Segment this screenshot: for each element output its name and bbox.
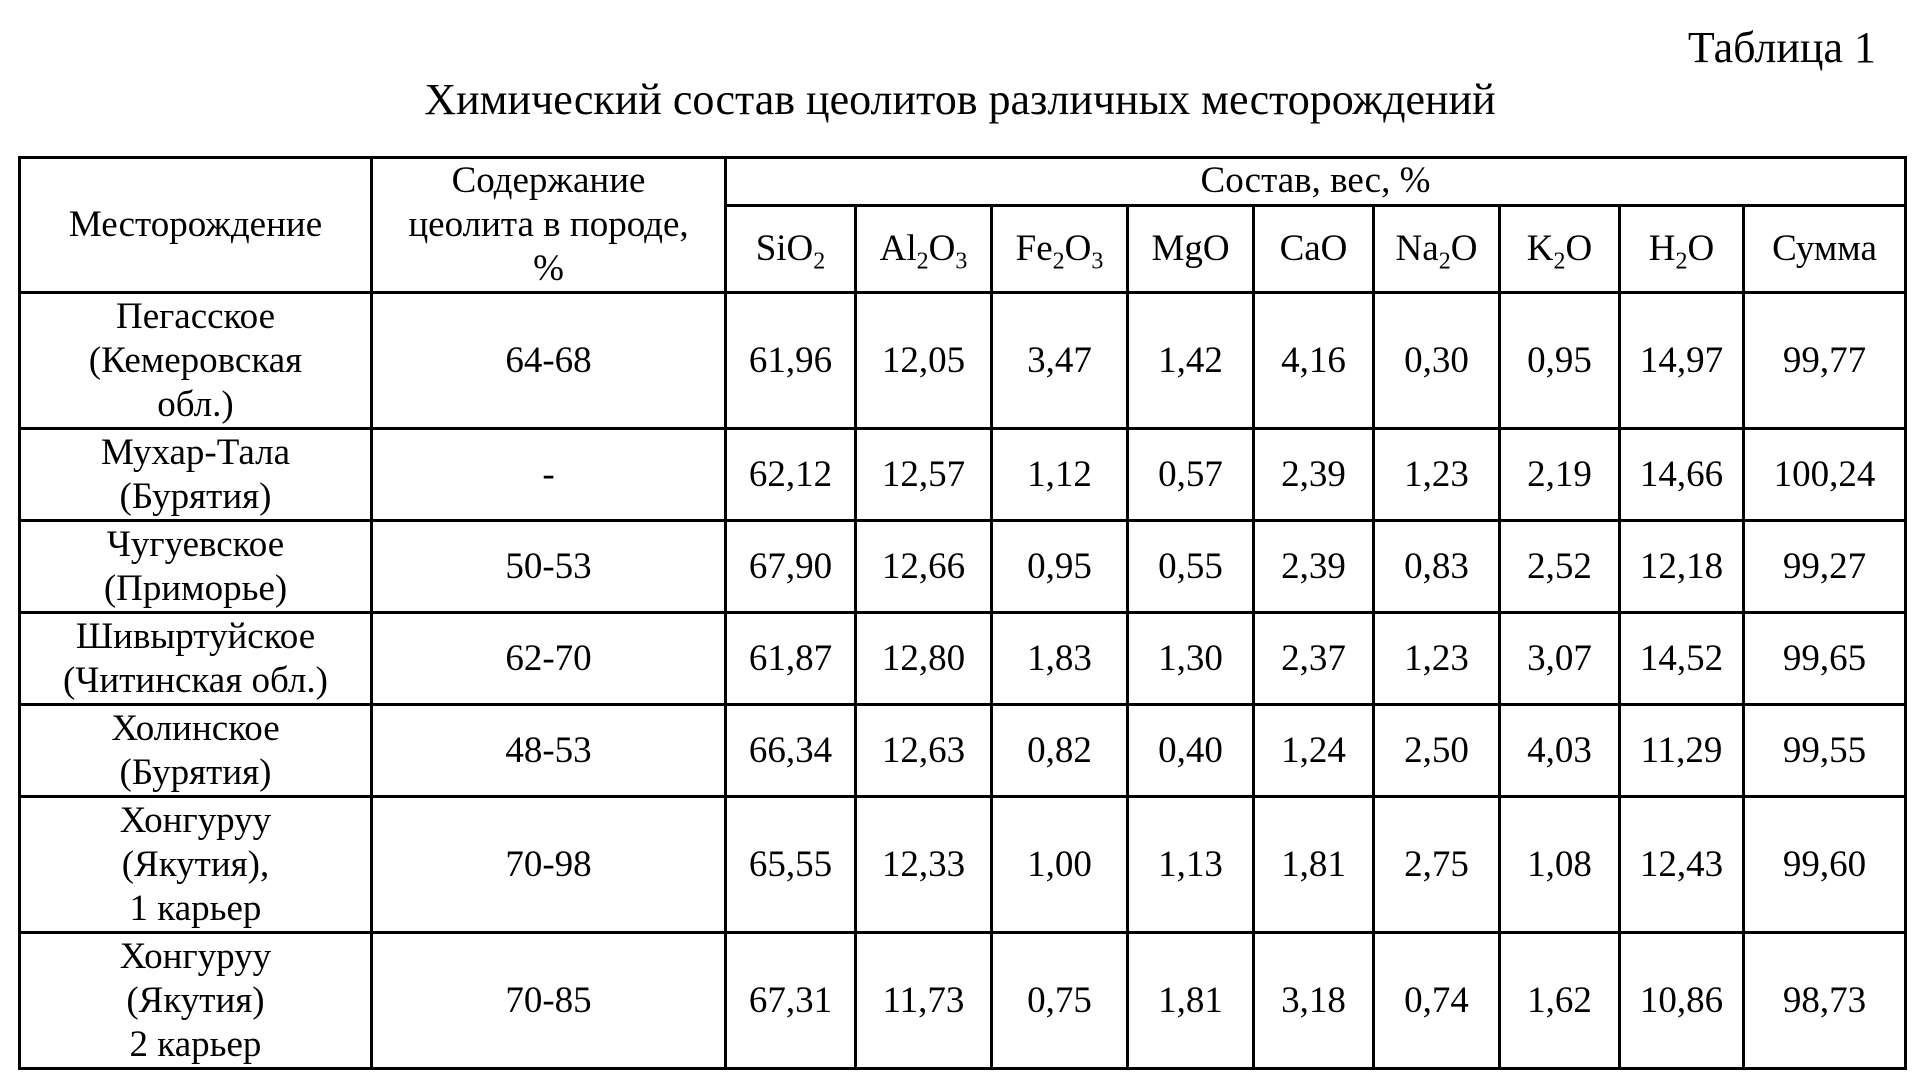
value-cell: 99,60 xyxy=(1744,797,1906,933)
value-cell: 99,55 xyxy=(1744,705,1906,797)
header-component xyxy=(1620,205,1744,292)
composition-table xyxy=(18,156,1907,1070)
value-cell: 0,95 xyxy=(1500,293,1620,429)
value-cell: 0,57 xyxy=(1128,429,1254,521)
value-cell: 14,97 xyxy=(1620,293,1744,429)
value-cell: 1,62 xyxy=(1500,933,1620,1069)
formula-tail: O xyxy=(1450,227,1478,269)
formula-subscript: 2 xyxy=(813,248,826,275)
value-cell: 1,23 xyxy=(1374,613,1500,705)
value-cell: 1,24 xyxy=(1254,705,1374,797)
value-cell: 12,80 xyxy=(856,613,992,705)
zeolite-content-cell: 70-98 xyxy=(372,797,726,933)
zeolite-content-cell: - xyxy=(372,429,726,521)
table-row xyxy=(20,705,1906,797)
value-cell: 65,55 xyxy=(726,797,856,933)
deposit-cell xyxy=(20,797,372,933)
value-cell: 0,75 xyxy=(992,933,1128,1069)
value-cell: 1,23 xyxy=(1374,429,1500,521)
value-cell: 0,55 xyxy=(1128,521,1254,613)
table-number: Таблица 1 xyxy=(1687,23,1876,72)
value-cell: 3,18 xyxy=(1254,933,1374,1069)
value-cell: 99,65 xyxy=(1744,613,1906,705)
formula-subscript: 3 xyxy=(1091,248,1104,275)
deposit-line: Пегасское xyxy=(115,295,276,337)
deposit-line: (Кемеровская xyxy=(88,339,303,381)
value-cell: 1,83 xyxy=(992,613,1128,705)
value-cell: 12,57 xyxy=(856,429,992,521)
value-cell: 66,34 xyxy=(726,705,856,797)
header-component xyxy=(726,205,856,292)
formula-base: SiO xyxy=(755,227,814,269)
zeolite-content-cell: 50-53 xyxy=(372,521,726,613)
formula-base: Na xyxy=(1395,227,1439,269)
deposit-line: 2 карьер xyxy=(129,1023,262,1065)
value-cell: 3,07 xyxy=(1500,613,1620,705)
value-cell: 67,90 xyxy=(726,521,856,613)
table-row xyxy=(20,293,1906,429)
value-cell: 4,03 xyxy=(1500,705,1620,797)
table-row xyxy=(20,429,1906,521)
table-title: Химический состав цеолитов различных месторождений xyxy=(424,75,1496,124)
deposit-line: (Приморье) xyxy=(103,567,288,609)
formula-tail: O xyxy=(1687,227,1715,269)
value-cell: 61,87 xyxy=(726,613,856,705)
header-composition-group: Состав, вес, % xyxy=(726,158,1906,206)
formula-subscript: 2 xyxy=(1438,248,1451,275)
header-zeolite-content xyxy=(372,158,726,293)
formula-base: MgO xyxy=(1151,227,1230,269)
value-cell: 1,00 xyxy=(992,797,1128,933)
formula-subscript: 2 xyxy=(1553,248,1566,275)
value-cell: 2,37 xyxy=(1254,613,1374,705)
table-row xyxy=(20,797,1906,933)
value-cell: 12,43 xyxy=(1620,797,1744,933)
value-cell: 98,73 xyxy=(1744,933,1906,1069)
deposit-cell xyxy=(20,293,372,429)
value-cell: 1,12 xyxy=(992,429,1128,521)
value-cell: 12,18 xyxy=(1620,521,1744,613)
value-cell: 0,95 xyxy=(992,521,1128,613)
zeolite-content-cell: 64-68 xyxy=(372,293,726,429)
zeolite-content-cell: 70-85 xyxy=(372,933,726,1069)
formula-tail: O xyxy=(1565,227,1593,269)
value-cell: 0,74 xyxy=(1374,933,1500,1069)
header-component xyxy=(1374,205,1500,292)
value-cell: 1,30 xyxy=(1128,613,1254,705)
deposit-line: 1 карьер xyxy=(129,887,262,929)
header-component xyxy=(992,205,1128,292)
value-cell: 2,39 xyxy=(1254,521,1374,613)
deposit-line: обл.) xyxy=(157,383,234,425)
value-cell: 12,05 xyxy=(856,293,992,429)
deposit-line: Шивыртуйское xyxy=(75,615,316,657)
table-row xyxy=(20,521,1906,613)
formula-subscript: 2 xyxy=(916,248,929,275)
formula-base: CaO xyxy=(1279,227,1348,269)
value-cell: 0,83 xyxy=(1374,521,1500,613)
formula-tail: O xyxy=(1064,227,1092,269)
value-cell: 12,33 xyxy=(856,797,992,933)
value-cell: 1,42 xyxy=(1128,293,1254,429)
value-cell: 4,16 xyxy=(1254,293,1374,429)
formula-base: Fe xyxy=(1015,227,1053,269)
header-component xyxy=(1254,205,1374,292)
header-component xyxy=(856,205,992,292)
header-row-1 xyxy=(20,158,1906,206)
header-deposit: Месторождение xyxy=(20,158,372,293)
formula-subscript: 2 xyxy=(1675,248,1688,275)
value-cell: 2,50 xyxy=(1374,705,1500,797)
deposit-line: (Бурятия) xyxy=(119,751,272,793)
value-cell: 99,27 xyxy=(1744,521,1906,613)
value-cell: 2,52 xyxy=(1500,521,1620,613)
value-cell: 14,66 xyxy=(1620,429,1744,521)
header-content-line: Содержание xyxy=(451,160,646,201)
formula-subscript: 3 xyxy=(955,248,968,275)
value-cell: 12,66 xyxy=(856,521,992,613)
header-component xyxy=(1128,205,1254,292)
value-cell: 11,73 xyxy=(856,933,992,1069)
header-component xyxy=(1500,205,1620,292)
value-cell: 14,52 xyxy=(1620,613,1744,705)
deposit-line: Холинское xyxy=(111,707,280,749)
deposit-line: (Якутия), xyxy=(121,843,270,885)
header-content-line: цеолита в породе, xyxy=(408,204,689,245)
value-cell: 100,24 xyxy=(1744,429,1906,521)
value-cell: 1,81 xyxy=(1254,797,1374,933)
value-cell: 12,63 xyxy=(856,705,992,797)
table-body xyxy=(20,293,1906,1069)
value-cell: 11,29 xyxy=(1620,705,1744,797)
value-cell: 0,30 xyxy=(1374,293,1500,429)
value-cell: 0,82 xyxy=(992,705,1128,797)
deposit-cell xyxy=(20,705,372,797)
deposit-cell xyxy=(20,933,372,1069)
value-cell: 1,81 xyxy=(1128,933,1254,1069)
deposit-cell xyxy=(20,429,372,521)
deposit-line: Чугуевское xyxy=(106,523,285,565)
header-component xyxy=(1744,205,1906,292)
value-cell: 2,19 xyxy=(1500,429,1620,521)
deposit-line: Хонгуруу xyxy=(119,799,272,841)
formula-base: H xyxy=(1648,227,1676,269)
table-row xyxy=(20,933,1906,1069)
table-row xyxy=(20,613,1906,705)
deposit-line: (Бурятия) xyxy=(119,475,272,517)
formula-base: K xyxy=(1526,227,1554,269)
deposit-line: (Якутия) xyxy=(126,979,265,1021)
deposit-line: Мухар-Тала xyxy=(100,431,291,473)
value-cell: 1,08 xyxy=(1500,797,1620,933)
zeolite-content-cell: 48-53 xyxy=(372,705,726,797)
value-cell: 1,13 xyxy=(1128,797,1254,933)
value-cell: 99,77 xyxy=(1744,293,1906,429)
value-cell: 61,96 xyxy=(726,293,856,429)
formula-subscript: 2 xyxy=(1052,248,1065,275)
value-cell: 67,31 xyxy=(726,933,856,1069)
formula-base: Сумма xyxy=(1772,227,1877,269)
value-cell: 62,12 xyxy=(726,429,856,521)
deposit-line: (Читинская обл.) xyxy=(63,659,328,701)
formula-base: Al xyxy=(879,227,917,269)
value-cell: 2,39 xyxy=(1254,429,1374,521)
value-cell: 10,86 xyxy=(1620,933,1744,1069)
value-cell: 3,47 xyxy=(992,293,1128,429)
zeolite-content-cell: 62-70 xyxy=(372,613,726,705)
deposit-cell xyxy=(20,613,372,705)
deposit-cell xyxy=(20,521,372,613)
value-cell: 0,40 xyxy=(1128,705,1254,797)
value-cell: 2,75 xyxy=(1374,797,1500,933)
deposit-line: Хонгуруу xyxy=(119,935,272,977)
formula-tail: O xyxy=(928,227,956,269)
header-content-line: % xyxy=(533,248,564,289)
